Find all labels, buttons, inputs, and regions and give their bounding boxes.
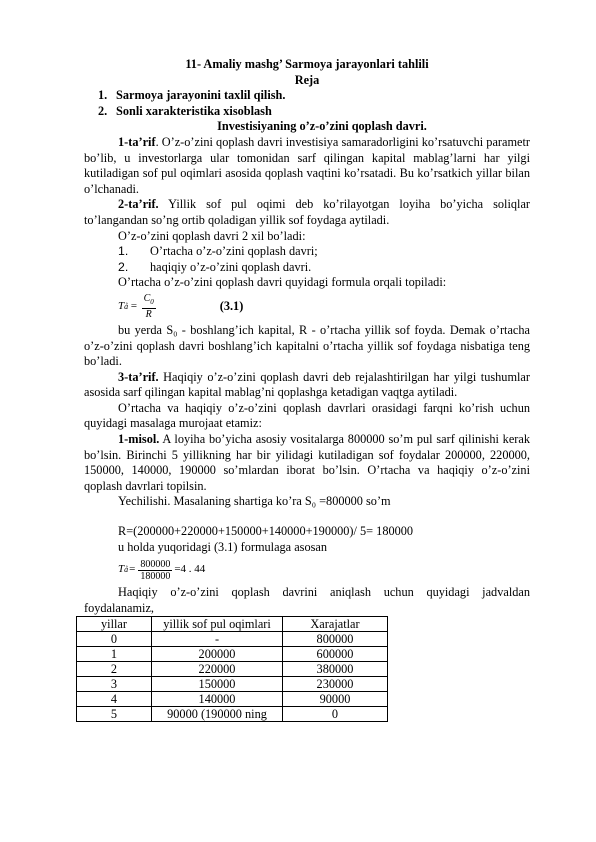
formula-lhs-subscript: å [124,302,129,312]
column-header-cashflow: yillik sof pul oqimlari [152,617,283,632]
formula-3-1 [84,291,530,323]
cell-costs: 90000 [283,692,388,707]
column-header-costs: Xarajatlar [283,617,388,632]
formula-lhs: T [118,563,125,576]
calc-r: R=(200000+220000+150000+140000+190000)/ 5= 180000 [118,524,414,539]
cell-year: 0 [77,632,152,647]
cell-costs: 800000 [283,632,388,647]
type-item [84,260,530,276]
definition-2 [84,197,530,228]
plan-item-number: 1. [98,88,108,103]
document-content [84,57,530,722]
formula-result-value: =4 . 44 [174,563,206,576]
difference-text: O’rtacha va haqiqiy o’z-o’zini qoplash davrlari orasidagi farqni ko’rish uchun quyidagi masalaga murojaat etamiz: [84,400,530,431]
definition-label: 2-ta’rif. [118,197,159,212]
table-row [77,677,388,692]
cell-year: 4 [77,692,152,707]
section-title: Investisiyaning o’z-o’zini qoplash davri. [217,119,427,134]
formula-fraction [138,559,172,582]
table-row [77,647,388,662]
cell-costs: 380000 [283,662,388,677]
cell-year: 5 [77,707,152,722]
type-number: 2. [118,259,129,274]
then-text: u holda yuqoridagi (3.1) formulaga asosan [118,539,327,554]
table-row [77,662,388,677]
table-row [77,632,388,647]
formula-numerator [142,293,156,309]
formula-lhs-subscript: å [124,565,129,575]
definition-label: 3-ta’rif. [118,369,159,384]
equation-number: (3.1) [219,299,244,314]
type-item [84,244,530,260]
table-intro: Haqiqiy o’z-o’zini qoplash davrini aniqlash uchun quyidagi jadvaldan foydalanamiz, [84,585,530,615]
cell-cashflow: - [152,632,283,647]
column-header-years: yillar [77,617,152,632]
plan-item-number: 2. [98,103,108,118]
formula-result [84,555,530,585]
definition-label: 1-ta’rif [118,134,156,149]
definition-text: Yillik sof pul oqimi deb ko’rilayotgan loyiha bo’yicha soliqlar to’langandan so’ng ortib qoladigan yillik sof foydaga aytiladi. [84,197,530,227]
example-text: A loyiha bo’yicha asosiy vositalarga 800000 so’m pul sarf qilinishi kerak bo’lsin. Birinchi 5 yillikning har bir yilidagi kutiladigan sof foydalar 200000, 220000, 150000, 140000, 190000 so’mlardan iborat bo’lsin. O’rtacha va haqiqiy o’z-o’zini qoplash davrlari topilsin. [84,432,530,493]
plan-list [84,88,530,119]
plan-item-text: Sonli xarakteristika xisoblash [116,103,272,118]
cell-cashflow: 140000 [152,692,283,707]
definition-text: . O’z-o’zini qoplash davri investisiya samaradorligini ko’rsatuvchi parametr bo’lib, u investorlarga ular tomonidan sarf qilingan kapital mablag’larni har yilgi kutiladigan sof pul oqimlari asosida qoplash vaqtini ko’rsatadi. Bu ko’rsatkich yillar bilan o’lchanadi. [84,134,530,196]
cell-costs: 600000 [283,647,388,662]
formula-explanation: bu yerda S₀ - boshlang’ich kapital, R - o’rtacha yillik sof foyda. Demak o’rtacha o’z-o’zini qoplash davri boshlang’ich kapitalni o’rtacha yillik sof foydaga nisbatiga teng bo’ladi. [84,322,530,369]
cell-cashflow: 220000 [152,662,283,677]
formula-intro: O’rtacha o’z-o’zini qoplash davri quyidagi formula orqali topiladi: [118,275,447,290]
formula-fraction [142,293,156,320]
numerator-subscript: 0 [150,298,154,307]
example-label: 1-misol. [118,432,160,447]
cell-cashflow: 90000 (190000 ning [152,707,283,722]
cell-cashflow: 150000 [152,677,283,692]
type-number: 1. [118,244,129,259]
payback-table [76,616,388,722]
solution-text: Yechilishi. Masalaning shartiga ko’ra S₀ =800000 so’m [118,494,391,509]
cell-costs: 230000 [283,677,388,692]
formula-denominator: 180000 [140,570,171,582]
example-1 [84,432,530,494]
type-text: haqiqiy o’z-o’zini qoplash davri. [150,259,312,274]
numerator-symbol: C [143,293,151,305]
formula-denominator: R [145,309,152,321]
cell-year: 3 [77,677,152,692]
plan-item [84,88,530,104]
plan-item-text: Sarmoya jarayonini taxlil qilish. [116,88,286,103]
spacer [84,510,530,524]
cell-year: 1 [77,647,152,662]
formula-numerator: 800000 [140,558,171,570]
definition-1 [84,135,530,197]
formula-equals: = [130,300,138,313]
type-text: O’rtacha o’z-o’zini qoplash davri; [150,244,318,259]
formula-lhs: T [118,300,125,313]
cell-costs: 0 [283,707,388,722]
definition-text: Haqiqiy o’z-o’zini qoplash davri deb rejalashtirilgan har yilgi tushumlar asosida sarf qilingan kapital mablag’ni qoplashga ketadigan vaqtga aytiladi. [84,369,530,400]
table-header-row [77,617,388,632]
cell-cashflow: 200000 [152,647,283,662]
document-title: 11- Amaliy mashg’ Sarmoya jarayonlari tahlili [185,57,429,71]
plan-item [84,104,530,120]
definition-3 [84,370,530,401]
table-row [77,692,388,707]
plan-heading: Reja [294,72,320,87]
table-row [77,707,388,722]
formula-equals: = [129,563,136,576]
cell-year: 2 [77,662,152,677]
types-intro: O’z-o’zini qoplash davri 2 xil bo’ladi: [118,228,306,243]
